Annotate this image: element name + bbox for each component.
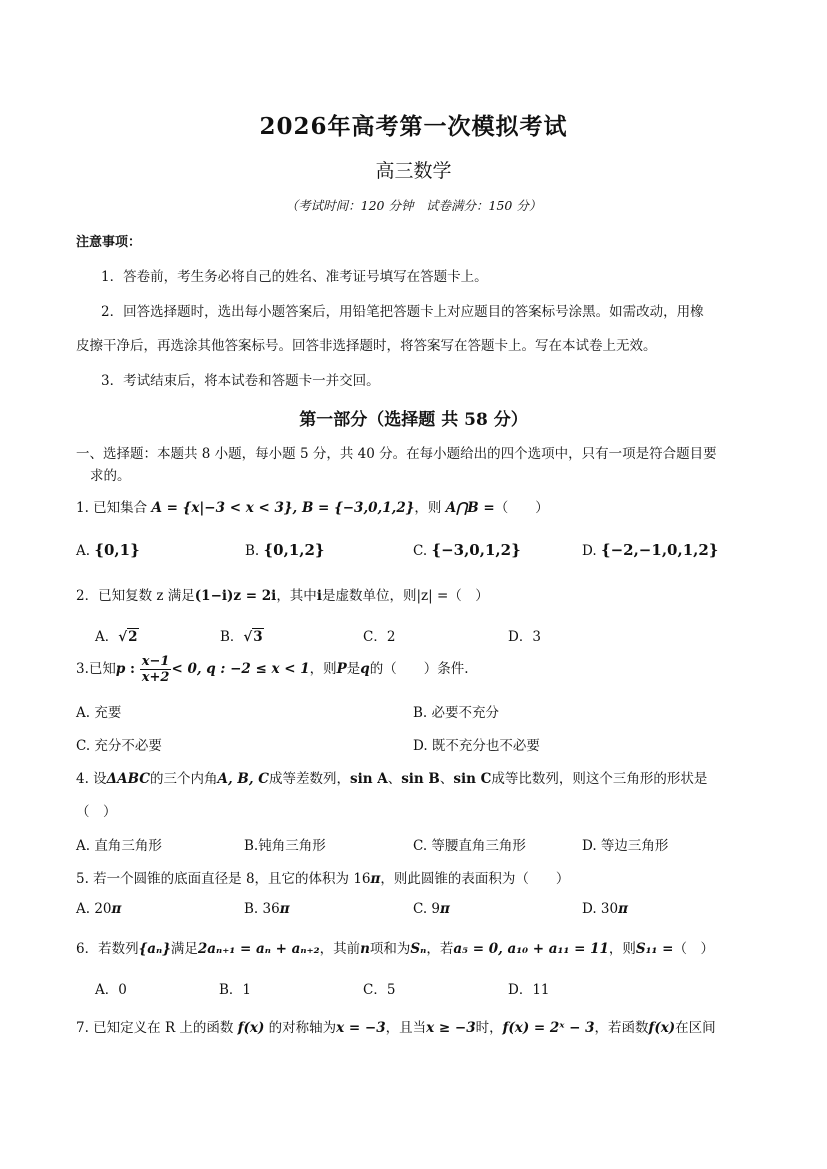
q6-option-c[interactable]: C．5 bbox=[363, 982, 396, 998]
q6-relation: 2aₙ₊₁ = aₙ + aₙ₊₂ bbox=[197, 941, 320, 957]
q2-equation: (1−i)z = 2i bbox=[194, 588, 277, 604]
question-1 bbox=[76, 496, 549, 516]
notice-item-2-cont: 皮擦干净后，再选涂其他答案标号。回答非选择题时，将答案写在答题卡上。写在本试卷上无效。 bbox=[76, 338, 657, 354]
q4-option-b[interactable]: B.钝角三角形 bbox=[244, 838, 326, 854]
section-intro: 一、选择题：本题共 8 小题，每小题 5 分，共 40 分。在每小题给出的四个选项中，只有一项是符合题目要 bbox=[76, 446, 717, 462]
q2-prefix: 2．已知复数 z 满足 bbox=[76, 588, 195, 604]
q2-option-b[interactable]: B．√3 bbox=[220, 629, 263, 645]
question-2: 2．已知复数 z 满足(1−i)z = 2i，其中i是虚数单位，则|z| =（ ） bbox=[76, 588, 489, 604]
notice-item-1: 1．答卷前，考生务必将自己的姓名、准考证号填写在答题卡上。 bbox=[101, 269, 488, 285]
q2-option-a[interactable]: A．√2 bbox=[95, 629, 138, 645]
q3-option-b[interactable]: B. 必要不充分 bbox=[413, 705, 500, 721]
q6-sequence: {aₙ} bbox=[138, 941, 171, 957]
q3-p: p bbox=[115, 661, 126, 677]
pi-symbol: π bbox=[370, 871, 381, 887]
notice-item-3: 3．考试结束后，将本试卷和答题卡一并交回。 bbox=[101, 373, 380, 389]
q1-option-d[interactable]: D. {−2,−1,0,1,2} bbox=[582, 541, 719, 559]
exam-title: 2026年高考第一次模拟考试 bbox=[259, 113, 568, 140]
q3-fraction: $\frac{x-1}{x+2}$ bbox=[141, 654, 170, 685]
q1-intersection: A⋂B = bbox=[445, 500, 495, 516]
question-4: 4. 设ΔABC的三个内角A, B, C成等差数列，sin A、sin B、sin C成等比数列，则这个三角形的形状是 bbox=[76, 771, 708, 787]
q1-option-c[interactable]: C. {−3,0,1,2} bbox=[413, 541, 521, 559]
question-5: 5. 若一个圆锥的底面直径是 8，且它的体积为 16π，则此圆锥的表面积为（ ） bbox=[76, 871, 570, 887]
q5-option-d[interactable]: D. 30π bbox=[582, 901, 628, 917]
exam-subtitle: 高三数学 bbox=[375, 160, 452, 182]
q1-suffix: （ ） bbox=[494, 500, 549, 516]
q2-option-c[interactable]: C．2 bbox=[363, 629, 396, 645]
q1-option-a[interactable]: A. {0,1} bbox=[76, 541, 140, 559]
sqrt-icon: √3 bbox=[243, 629, 263, 645]
q6-option-d[interactable]: D．11 bbox=[508, 982, 550, 998]
notice-label: 注意事项： bbox=[76, 235, 142, 250]
q6-option-a[interactable]: A．0 bbox=[95, 982, 127, 998]
question-3: 3.已知p : $\frac{x-1}{x+2}$ < 0, q : −2 ≤ x < 1，则P是q的（ ）条件. bbox=[76, 654, 469, 685]
q1-prefix: 1. 已知集合 bbox=[76, 500, 152, 516]
question-6: 6．若数列{aₙ}满足2aₙ₊₁ = aₙ + aₙ₊₂，其前n项和为Sₙ，若a₅ = 0, a₁₀ + a₁₁ = 11，则S₁₁ =（ ） bbox=[76, 941, 714, 957]
q1-option-b[interactable]: B. {0,1,2} bbox=[245, 541, 325, 559]
q4-option-d[interactable]: D. 等边三角形 bbox=[582, 838, 669, 854]
q1-mid: ，则 bbox=[414, 500, 446, 516]
q2-imag-unit: i bbox=[316, 588, 322, 604]
q6-option-b[interactable]: B．1 bbox=[219, 982, 252, 998]
q3-option-a[interactable]: A. 充要 bbox=[76, 705, 122, 721]
q6-condition: a₅ = 0, a₁₀ + a₁₁ = 11 bbox=[453, 941, 609, 957]
q4-line-2: （ ） bbox=[76, 804, 117, 820]
q5-option-c[interactable]: C. 9π bbox=[413, 901, 450, 917]
q1-sets: A = {x|−3 < x < 3}, B = {−3,0,1,2} bbox=[151, 500, 415, 516]
sqrt-icon: √2 bbox=[118, 629, 138, 645]
q2-modulus: |z| = bbox=[416, 588, 449, 604]
q3-condition: < 0, q : −2 ≤ x < 1 bbox=[171, 661, 310, 677]
q4-triangle: ΔABC bbox=[106, 771, 151, 787]
q3-option-c[interactable]: C. 充分不必要 bbox=[76, 738, 162, 754]
section-title: 第一部分（选择题 共 58 分） bbox=[299, 410, 528, 430]
question-7: 7. 已知定义在 R 上的函数 f(x) 的对称轴为x = −3，且当x ≥ −3时，f(x) = 2ˣ − 3，若函数f(x)在区间 bbox=[76, 1020, 716, 1036]
q5-option-b[interactable]: B. 36π bbox=[244, 901, 290, 917]
exam-time-note: （考试时间：120 分钟 试卷满分：150 分） bbox=[285, 198, 542, 213]
q4-option-a[interactable]: A. 直角三角形 bbox=[76, 838, 162, 854]
notice-item-2: 2．回答选择题时，选出每小题答案后，用铅笔把答题卡上对应题目的答案标号涂黑。如需改动，用橡 bbox=[101, 304, 704, 320]
q3-option-d[interactable]: D. 既不充分也不必要 bbox=[413, 738, 540, 754]
section-intro-cont: 求的。 bbox=[90, 468, 131, 484]
q4-option-c[interactable]: C. 等腰直角三角形 bbox=[413, 838, 526, 854]
q2-option-d[interactable]: D．3 bbox=[508, 629, 541, 645]
q5-option-a[interactable]: A. 20π bbox=[76, 901, 122, 917]
